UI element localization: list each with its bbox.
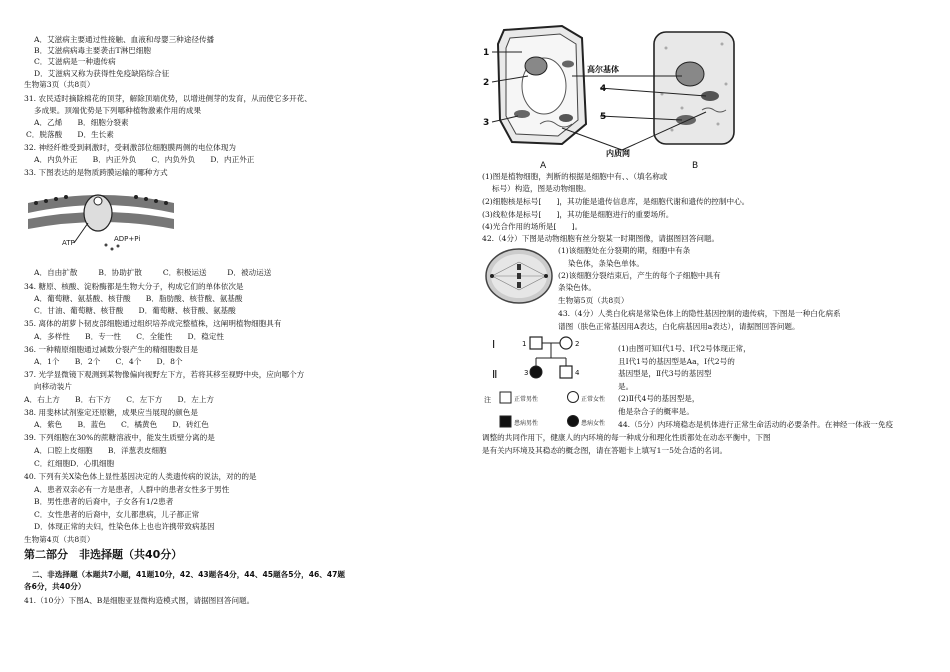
q40-option-c: C．女性患者的后裔中，女儿都患病，儿子都正常: [34, 510, 200, 519]
q44-stem-line3: 是有关内环境及其稳态的概念图，请在答题卡上填写1一5处合适的名词。: [482, 446, 728, 455]
er-label: 内质网: [606, 149, 630, 158]
q43-part2: (2)Ⅱ代4号的基因型是，: [618, 394, 700, 403]
generation-2-label: Ⅱ: [492, 368, 498, 381]
cell-a-label: A: [540, 161, 547, 171]
legend-normal-male: 正常男性: [514, 396, 539, 403]
pedigree-figure: [482, 334, 618, 440]
cell-structure-figure: [482, 24, 742, 172]
q41-part2: (2)细胞核是标号[ ]，其功能是遗传信息库，是细胞代谢和遗传的控制中心。: [482, 197, 750, 206]
section-desc: 二、非选择题（本题共7小题，41题10分，42、43题各4分，44、45题各5分，46、47题: [32, 570, 346, 579]
q30-option-a: A．艾滋病主要通过性接触、血液和母婴三种途径传播: [34, 35, 215, 44]
q41-part3: (3)线粒体是标号[ ]，其功能是细胞进行的重要场所。: [482, 210, 674, 219]
label-3: 3: [483, 118, 490, 128]
adp-label: ADP+Pi: [114, 235, 141, 243]
q32-options: A．内负外正 B．内正外负 C．内负外负 D．内正外正: [34, 155, 255, 164]
legend-affected-male-icon: [500, 416, 511, 427]
q40-option-a: A．患者双亲必有一方是患者，人群中的患者女性多于男性: [34, 485, 230, 494]
label-5: 5: [600, 112, 607, 122]
q42-part1: (1)该细胞处在分裂期的期，细胞中有条: [558, 246, 691, 255]
label-2: 2: [483, 78, 490, 88]
q40-option-d: D．体现正常的夫妇，性染色体上也也许携带致病基因: [34, 522, 215, 531]
legend-normal-male-icon: [500, 392, 511, 403]
q41-part1: (1)图是植物细胞，判断的根据是细胞中有、、（填名称或: [482, 172, 668, 181]
q33-option-c: C．积极运送: [162, 268, 207, 277]
q32-stem: 32. 神经纤维受到刺激时，受刺激部位细胞膜两侧的电位体现为: [24, 143, 236, 152]
individual-2-number: 2: [575, 340, 580, 348]
individual-3-number: 3: [524, 369, 529, 377]
label-4: 4: [600, 84, 607, 94]
label-1: 1: [483, 48, 490, 58]
individual-i1: [530, 337, 542, 349]
q31-options-ab: A．乙烯 B．细胞分裂素: [34, 118, 129, 127]
individual-1-number: 1: [522, 340, 527, 348]
q39-options-ab: A．口腔上皮细胞 B．洋葱表皮细胞: [34, 446, 167, 455]
q34-stem: 34. 糖原、核酸、淀粉酶都是生物大分子，构成它们的单体依次是: [24, 282, 244, 291]
q35-options: A．多样性 B．专一性 C．全能性 D．稳定性: [34, 332, 225, 341]
q44-stem-line2: 调整的共同作用下，健康人的内环境的每一种成分和理化性质都处在动态平衡中，下图: [482, 433, 771, 442]
q37-stem: 37. 光学显微镜下观测到某物像偏向视野左下方，若将其移至视野中央，应向哪个方: [24, 370, 305, 379]
page-footer-4: 生物第4页（共8页）: [24, 535, 95, 544]
q43-part2-cont: 他是杂合子的概率是。: [618, 407, 694, 416]
q43-part1-line4: 是。: [618, 382, 634, 391]
q33-options: [34, 268, 289, 278]
q42-part1-cont: 染色体，条染色单体。: [568, 259, 644, 268]
q36-options: A．1个 B．2个 C．4个 D．8个: [34, 357, 183, 366]
individual-i2: [560, 337, 572, 349]
page-footer-3: 生物第3页（共8页）: [24, 80, 95, 89]
q43-part1-line2: 且Ⅰ代1号的基因型是Aa，Ⅰ代2号的: [618, 357, 735, 366]
q33-option-b: B．协助扩散: [98, 268, 142, 277]
q42-part2: (2)该细胞分裂结束后，产生的每个子细胞中具有: [558, 271, 721, 280]
q41-stem: 41.（10分）下图A、B是细胞亚显微构造模式图，请据图回答问题。: [24, 596, 255, 605]
legend-note: 注: [484, 396, 491, 404]
section-title: 第二部分 非选择题（共40分）: [24, 548, 183, 561]
q30-option-c: C．艾滋病是一种遗传病: [34, 57, 116, 66]
legend-normal-female: 正常女性: [581, 396, 606, 403]
legend-normal-female-icon: [568, 392, 579, 403]
legend-affected-male: 患病男性: [514, 420, 539, 427]
q34-options-ab: A．葡萄糖、氨基酸、核苷酸 B．脂肪酸、核苷酸、氨基酸: [34, 294, 243, 303]
plant-cell-a: [498, 26, 586, 144]
individual-ii3: [530, 366, 542, 378]
q41-part4: (4)光合作用的场所是[ ]。: [482, 222, 583, 231]
golgi-label: 高尔基体: [587, 65, 619, 74]
cell-b-label: B: [692, 161, 699, 171]
q31-options-cd: C．脱落酸 D．生长素: [26, 130, 114, 139]
q38-options: A．紫色 B．蓝色 C．橘黄色 D．砖红色: [34, 420, 209, 429]
q43-part1: (1)由图可知Ⅰ代1号、Ⅰ代2号体现正常，: [618, 344, 751, 353]
page-footer-5: 生物第5页（共8页）: [558, 296, 629, 305]
q37-stem-cont: 向移动装片: [34, 382, 72, 391]
q30-option-b: B．艾滋病病毒主要袭击T淋巴细胞: [34, 46, 151, 55]
mitosis-cell-figure: [484, 246, 554, 306]
q39-options-cd: C．红细胞D．心肌细胞: [34, 459, 115, 468]
q30-option-d: D．艾滋病又称为获得性免疫缺陷综合征: [34, 69, 170, 78]
atp-label: ATP: [62, 239, 75, 247]
q38-stem: 38. 用斐林试剂鉴定还原糖，成果应当展现的颜色是: [24, 408, 198, 417]
q39-stem: 39. 下列细胞在30%的蔗糖溶液中，能发生质壁分离的是: [24, 433, 215, 442]
legend-affected-female-icon: [568, 416, 579, 427]
q31-stem: 31. 农民适时摘除棉花的顶芽，解除顶端优势，以增进侧芽的发育，从而使它多开花、: [24, 94, 312, 103]
q40-option-b: B．男性患者的后裔中，子女各有1/2患者: [34, 497, 174, 506]
animal-cell-b: [654, 32, 734, 144]
q31-stem-cont: 多成果。顶端优势是下列哪种植物激素作用的成果: [34, 106, 202, 115]
q34-options-cd: C．甘油、葡萄糖、核苷酸 D．葡萄糖、核苷酸、氨基酸: [34, 306, 236, 315]
q33-option-a: A．自由扩散: [34, 268, 78, 277]
q43-stem-cont: 谱图（肤色正常基因用A表达，白化病基因用a表达），请据图回答问题。: [558, 322, 800, 331]
legend-affected-female: 患病女性: [581, 420, 606, 427]
individual-4-number: 4: [575, 369, 580, 377]
q42-part2-cont: 条染色体。: [558, 283, 596, 292]
individual-ii4: [560, 366, 572, 378]
q40-stem: 40. 下列有关X染色体上显性基因决定的人类遗传病的说法，对的的是: [24, 472, 257, 481]
generation-1-label: Ⅰ: [492, 338, 496, 351]
q43-stem: 43.（4分）人类白化病是常染色体上的隐性基因控制的遗传病，下图是一种白化病系: [558, 309, 841, 318]
q41-part1-cont: 标号）构造，图是动物细胞。: [492, 184, 591, 193]
q37-options: A．右上方 B．右下方 C．左下方 D．左上方: [24, 395, 215, 404]
q33-option-d: D．被动运送: [227, 268, 272, 277]
q42-stem: 42.（4分）下图是动物细胞有丝分裂某一时期图像，请据图回答问题。: [482, 234, 720, 243]
q35-stem: 35. 离体的胡萝卜韧皮部细胞通过组织培养成完整植株，这阐明植物细胞具有: [24, 319, 282, 328]
section-desc-cont: 各6分，共40分）: [24, 582, 86, 591]
membrane-transport-figure: [26, 183, 176, 255]
q33-stem: 33. 下图表达的是物质跨膜运输的哪种方式: [24, 168, 168, 177]
q43-part1-line3: 基因型是，Ⅱ代3号的基因型: [618, 369, 712, 378]
q36-stem: 36. 一种精原细胞通过减数分裂产生的精细胞数目是: [24, 345, 198, 354]
q44-stem: 44.（5分）内环境稳态是机体进行正常生命活动的必要条件。在神经一体液一免疫: [618, 420, 894, 429]
